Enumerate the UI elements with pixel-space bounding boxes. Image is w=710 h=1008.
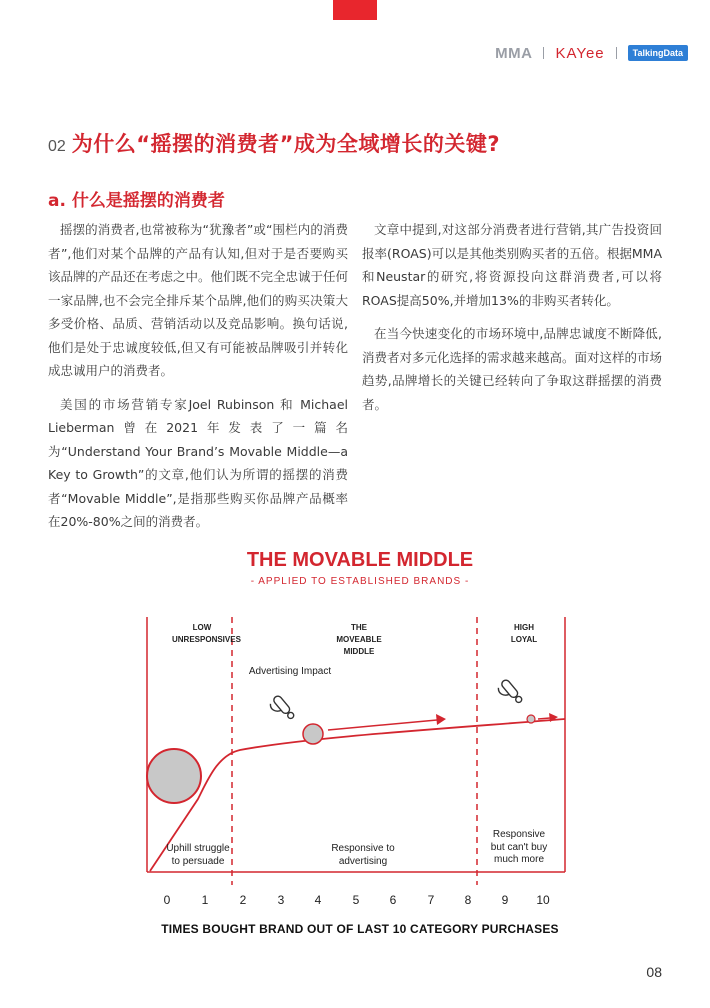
section-number: 02 <box>48 138 66 155</box>
x-tick-label: 3 <box>277 893 285 907</box>
subsection-title: a. 什么是摇摆的消费者 <box>48 191 225 211</box>
section-title: 为什么“摇摆的消费者”成为全域增长的关键? <box>71 132 501 156</box>
high-arrow <box>538 718 550 719</box>
right-column <box>362 218 662 426</box>
paragraph: 在当今快速变化的市场环境中,品牌忠诚度不断降低,消费者对多元化选择的需求越来越高。面对这样的市场趋势,品牌增长的关键已经转向了争取这群摇摆的消费者。 <box>362 326 663 412</box>
figure-title: THE MOVABLE MIDDLE <box>246 549 474 571</box>
x-tick-label: 0 <box>163 893 171 907</box>
x-tick-label: 4 <box>314 893 322 907</box>
logo-divider <box>616 47 617 59</box>
x-tick-label: 10 <box>536 893 550 907</box>
pushing-hand-icon <box>496 679 524 709</box>
pushing-hand-icon <box>268 695 296 725</box>
x-tick-label: 1 <box>201 893 209 907</box>
high-zone-ball <box>527 715 535 723</box>
advertising-impact-label: Advertising Impact <box>248 666 332 677</box>
x-tick-label: 9 <box>501 893 509 907</box>
x-axis-title: TIMES BOUGHT BRAND OUT OF LAST 10 CATEGORY PURCHASES <box>161 922 559 936</box>
note-middle: Responsive to advertising <box>331 843 395 867</box>
x-tick-label: 6 <box>389 893 397 907</box>
x-tick-label: 5 <box>352 893 360 907</box>
kayee-logo: KAYee <box>555 44 605 62</box>
note-low: Uphill struggle to persuade <box>166 843 230 867</box>
paragraph: 美国的市场营销专家Joel Rubinson 和 Michael Lieberman曾在2021年发表了一篇名为“Understand Your Brand’s Movable Middle—a Key to Growth”的文章,他们认为所谓的摇摆的消费者“Movable Middle”,是指那些购买你品牌产品概率在20%-80%之间的消费者。 <box>48 396 348 529</box>
top-accent-bar <box>333 0 377 20</box>
mma-logo: MMA <box>495 44 533 62</box>
middle-zone-ball <box>303 724 323 744</box>
paragraph: 文章中提到,对这部分消费者进行营销,其广告投资回报率(ROAS)可以是其他类别购买者的五倍。根据MMA和Neustar的研究,将资源投向这群消费者,可以将ROAS提高50%,并增加13%的非购买者转化。 <box>362 222 662 308</box>
left-column <box>48 218 348 544</box>
x-tick-label: 2 <box>239 893 247 907</box>
note-high: Responsive but can't buy much more <box>490 829 548 865</box>
movable-middle-figure <box>140 545 580 945</box>
zone-label-high: HIGH LOYAL <box>510 623 538 644</box>
zone-label-low: LOW UNRESPONSIVES <box>172 623 241 644</box>
section-heading <box>48 128 500 158</box>
logo-divider <box>543 47 544 59</box>
partner-logos <box>495 44 688 62</box>
x-tick-label: 7 <box>427 893 435 907</box>
talkingdata-logo: TalkingData <box>628 45 688 61</box>
zone-label-middle: THE MOVEABLE MIDDLE <box>336 623 382 656</box>
low-zone-ball <box>147 749 201 803</box>
middle-arrow <box>328 720 437 730</box>
paragraph: 摇摆的消费者,也常被称为“犹豫者”或“围栏内的消费者”,他们对某个品牌的产品有认知,但对于是否要购买该品牌的产品还在考虑之中。他们既不完全忠诚于任何一家品牌,也不会完全排斥某个品牌,他们的购买决策大多受价格、品质、营销活动以及竞品影响。换句话说,他们是处于忠诚度较低,但又有可能被品牌吸引并转化成忠诚用户的消费者。 <box>48 222 349 378</box>
middle-arrowhead <box>436 714 446 725</box>
x-tick-label: 8 <box>464 893 472 907</box>
figure-subtitle: - APPLIED TO ESTABLISHED BRANDS - <box>250 576 470 587</box>
page-number: 08 <box>646 964 662 980</box>
